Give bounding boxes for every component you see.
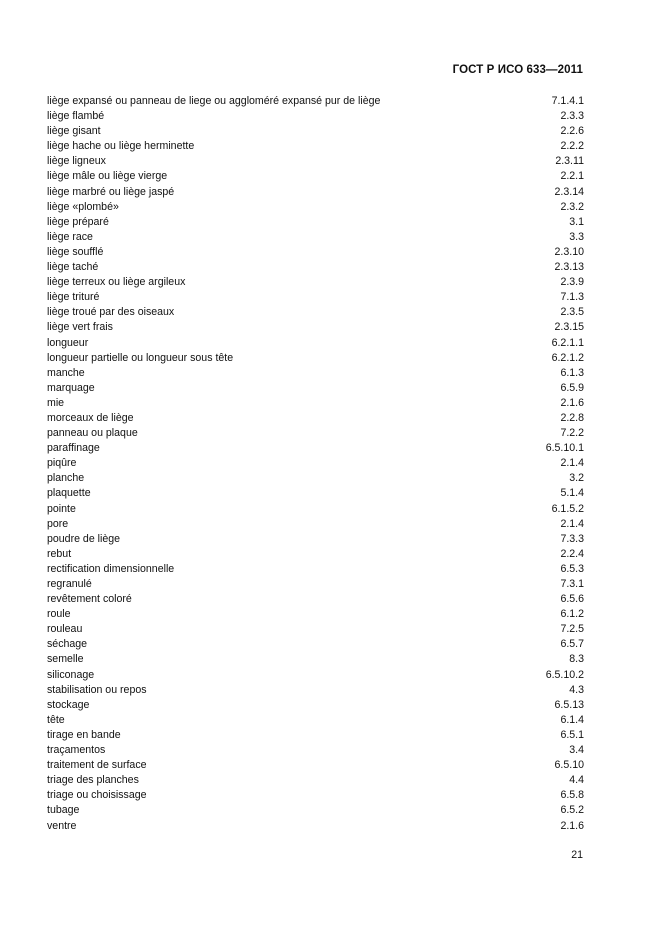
index-reference: 7.3.3 xyxy=(560,532,584,545)
index-term: liège trituré xyxy=(47,291,100,304)
index-entry xyxy=(47,803,584,818)
index-term: traçamentos xyxy=(47,744,106,757)
index-entry xyxy=(47,320,584,335)
index-entry xyxy=(47,396,584,411)
index-entry xyxy=(47,471,584,486)
index-term: liège préparé xyxy=(47,215,109,228)
index-entry xyxy=(47,486,584,501)
index-term: stockage xyxy=(47,698,90,711)
index-entry xyxy=(47,502,584,517)
index-reference: 6.5.7 xyxy=(560,638,584,651)
index-entry xyxy=(47,441,584,456)
index-term: roule xyxy=(47,608,71,621)
term-index-list xyxy=(47,94,584,834)
index-entry xyxy=(47,547,584,562)
index-reference: 6.1.5.2 xyxy=(551,502,584,515)
index-reference: 6.5.2 xyxy=(560,804,584,817)
index-reference: 6.5.6 xyxy=(560,593,584,606)
index-entry xyxy=(47,426,584,441)
index-entry xyxy=(47,305,584,320)
standard-header: ГОСТ Р ИСО 633—2011 xyxy=(452,64,583,76)
index-reference: 6.1.3 xyxy=(560,366,584,379)
index-entry xyxy=(47,275,584,290)
index-reference: 2.3.11 xyxy=(555,155,584,168)
index-reference: 2.2.2 xyxy=(560,140,584,153)
index-term: panneau ou plaque xyxy=(47,427,138,440)
index-reference: 6.5.8 xyxy=(560,789,584,802)
index-term: longueur partielle ou longueur sous tête xyxy=(47,351,234,364)
index-reference: 2.3.15 xyxy=(554,321,584,334)
index-term: liège expansé ou panneau de liege ou aggloméré expansé pur de liège xyxy=(47,95,381,107)
index-entry xyxy=(47,124,584,139)
index-term: manche xyxy=(47,366,85,379)
index-reference: 2.3.10 xyxy=(554,245,584,258)
index-term: traitement de surface xyxy=(47,759,147,772)
index-entry xyxy=(47,230,584,245)
index-reference: 2.3.5 xyxy=(560,306,584,319)
index-term: liège terreux ou liège argileux xyxy=(47,276,186,289)
index-reference: 6.5.10.2 xyxy=(545,668,584,681)
index-reference: 6.1.2 xyxy=(560,608,584,621)
index-reference: 2.2.1 xyxy=(560,170,584,183)
index-reference: 2.1.6 xyxy=(560,819,584,832)
index-entry xyxy=(47,169,584,184)
index-term: liège mâle ou liège vierge xyxy=(47,170,168,183)
index-term: liège marbré ou liège jaspé xyxy=(47,185,175,198)
index-entry xyxy=(47,668,584,683)
index-term: plaquette xyxy=(47,487,91,500)
index-term: liège vert frais xyxy=(47,321,113,334)
index-term: pore xyxy=(47,517,69,530)
index-entry xyxy=(47,728,584,743)
index-term: semelle xyxy=(47,653,84,666)
index-entry xyxy=(47,637,584,652)
index-term: paraffinage xyxy=(47,442,100,455)
index-entry xyxy=(47,215,584,230)
index-term: regranulé xyxy=(47,578,92,590)
index-reference: 3.2 xyxy=(569,472,584,485)
index-entry xyxy=(47,788,584,803)
index-entry xyxy=(47,139,584,154)
index-reference: 5.1.4 xyxy=(560,487,584,500)
index-reference: 6.5.10.1 xyxy=(545,442,584,455)
index-entry xyxy=(47,607,584,622)
index-term: rectification dimensionnelle xyxy=(47,562,175,575)
index-term: tirage en bande xyxy=(47,728,121,741)
index-entry xyxy=(47,577,584,592)
index-entry xyxy=(47,366,584,381)
index-reference: 2.2.8 xyxy=(560,411,584,424)
index-term: rouleau xyxy=(47,623,83,636)
index-entry xyxy=(47,743,584,758)
index-entry xyxy=(47,94,584,109)
index-term: ventre xyxy=(47,819,77,832)
index-term: poudre de liège xyxy=(47,532,121,545)
index-entry xyxy=(47,290,584,305)
index-term: revêtement coloré xyxy=(47,593,132,606)
index-entry xyxy=(47,562,584,577)
index-reference: 2.3.14 xyxy=(554,185,584,198)
index-term: mie xyxy=(47,396,65,409)
index-entry xyxy=(47,351,584,366)
index-term: tubage xyxy=(47,804,80,817)
index-term: siliconage xyxy=(47,668,95,681)
index-term: morceaux de liège xyxy=(47,411,134,424)
index-reference: 4.4 xyxy=(569,774,584,787)
index-term: liège hache ou liège herminette xyxy=(47,140,195,153)
index-reference: 2.1.4 xyxy=(560,457,584,470)
index-reference: 6.2.1.1 xyxy=(551,336,584,349)
index-entry xyxy=(47,456,584,471)
page-number: 21 xyxy=(571,849,583,861)
index-reference: 2.2.4 xyxy=(560,547,584,560)
index-entry xyxy=(47,109,584,124)
index-reference: 6.5.9 xyxy=(560,381,584,394)
index-entry xyxy=(47,622,584,637)
index-entry xyxy=(47,698,584,713)
index-reference: 6.5.13 xyxy=(554,698,584,711)
index-term: liège soufflé xyxy=(47,245,104,258)
index-entry xyxy=(47,683,584,698)
index-reference: 4.3 xyxy=(569,683,584,696)
index-term: pointe xyxy=(47,502,76,515)
index-reference: 2.1.6 xyxy=(560,396,584,409)
index-reference: 3.4 xyxy=(569,744,584,757)
index-reference: 7.1.4.1 xyxy=(551,95,584,107)
index-reference: 6.1.4 xyxy=(560,713,584,726)
index-reference: 7.1.3 xyxy=(560,291,584,304)
index-entry xyxy=(47,773,584,788)
index-term: planche xyxy=(47,472,85,485)
index-reference: 6.5.3 xyxy=(560,562,584,575)
index-reference: 6.5.10 xyxy=(554,759,584,772)
index-reference: 6.2.1.2 xyxy=(551,351,584,364)
index-reference: 3.1 xyxy=(569,215,584,228)
index-entry xyxy=(47,652,584,667)
index-entry xyxy=(47,260,584,275)
index-entry xyxy=(47,819,584,834)
index-term: liège taché xyxy=(47,261,99,274)
index-reference: 2.3.13 xyxy=(554,261,584,274)
index-entry xyxy=(47,758,584,773)
index-reference: 6.5.1 xyxy=(560,728,584,741)
index-term: liège «plombé» xyxy=(47,200,119,213)
index-entry xyxy=(47,336,584,351)
index-term: piqûre xyxy=(47,457,77,470)
index-entry xyxy=(47,154,584,169)
index-reference: 2.1.4 xyxy=(560,517,584,530)
index-entry xyxy=(47,592,584,607)
index-reference: 7.2.2 xyxy=(560,427,584,440)
index-term: tête xyxy=(47,713,65,726)
index-entry xyxy=(47,532,584,547)
index-reference: 8.3 xyxy=(569,653,584,666)
index-entry xyxy=(47,713,584,728)
index-reference: 2.3.2 xyxy=(560,200,584,213)
index-term: triage ou choisissage xyxy=(47,789,147,802)
index-term: stabilisation ou repos xyxy=(47,683,147,696)
index-entry xyxy=(47,381,584,396)
index-term: marquage xyxy=(47,381,95,394)
index-reference: 2.3.9 xyxy=(560,276,584,289)
index-reference: 2.2.6 xyxy=(560,125,584,138)
index-entry xyxy=(47,411,584,426)
index-term: séchage xyxy=(47,638,88,651)
index-entry xyxy=(47,517,584,532)
index-reference: 7.3.1 xyxy=(560,578,584,590)
index-entry xyxy=(47,200,584,215)
index-reference: 3.3 xyxy=(569,230,584,243)
index-term: rebut xyxy=(47,547,72,560)
index-reference: 7.2.5 xyxy=(560,623,584,636)
index-term: liège gisant xyxy=(47,125,101,138)
index-term: liège race xyxy=(47,230,93,243)
index-reference: 2.3.3 xyxy=(560,110,584,123)
index-term: triage des planches xyxy=(47,774,139,787)
index-entry xyxy=(47,185,584,200)
index-term: longueur xyxy=(47,336,89,349)
index-term: liège flambé xyxy=(47,110,105,123)
index-term: liège ligneux xyxy=(47,155,106,168)
index-term: liège troué par des oiseaux xyxy=(47,306,175,319)
index-entry xyxy=(47,245,584,260)
